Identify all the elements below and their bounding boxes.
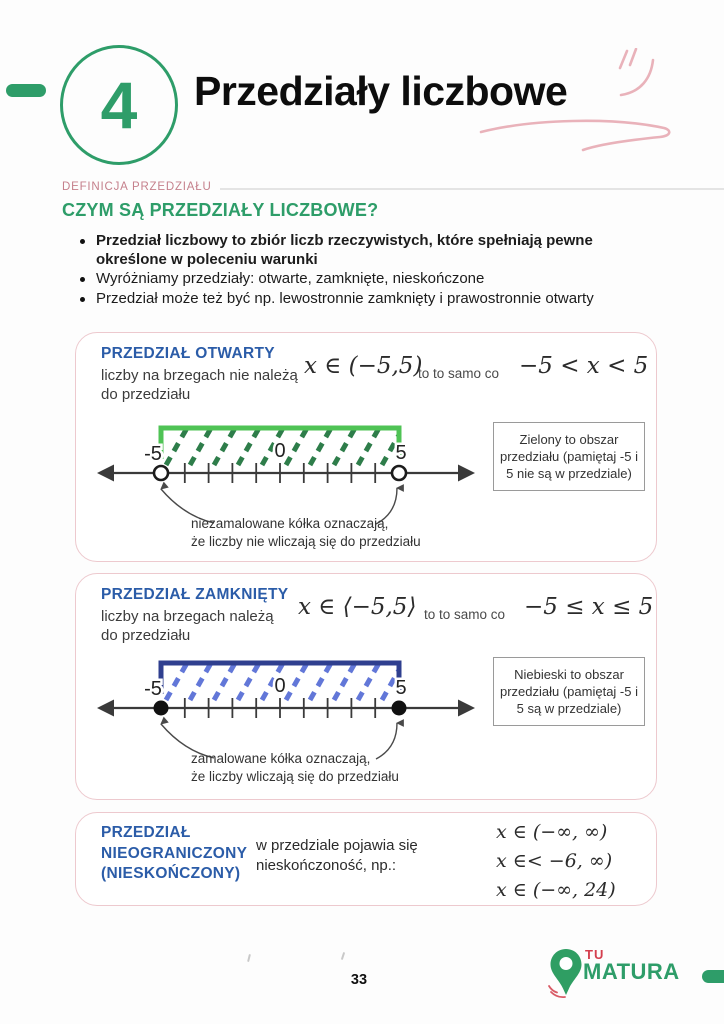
card-title-line3: (NIESKOŃCZONY) xyxy=(101,865,241,882)
card-description: w przedziale pojawia się nieskończoność, np.: xyxy=(256,837,418,874)
page-number: 33 xyxy=(350,972,368,988)
bullet-text: Wyróżniamy przedziały: otwarte, zamknięte, nieskończone xyxy=(96,270,485,287)
axis-label-max: 5 xyxy=(395,677,407,699)
example-formula: x ∈< −6, ∞) xyxy=(496,850,613,872)
right-arrow-icon xyxy=(458,465,475,482)
axis-label-max: 5 xyxy=(395,442,407,464)
logo-tu-text: TU xyxy=(585,947,605,962)
example-formula: x ∈ (−∞, 24) xyxy=(496,879,616,901)
closed-endpoint-left xyxy=(154,701,169,716)
chapter-number: 4 xyxy=(100,68,138,142)
card-title: PRZEDZIAŁ OTWARTY xyxy=(101,345,275,362)
closed-endpoint-right xyxy=(392,701,407,716)
annotation-text xyxy=(191,750,399,785)
left-arrow-icon xyxy=(97,465,114,482)
note-box: Zielony to obszar przedziału (pamiętaj -5 i 5 nie są w przedziale) xyxy=(493,422,645,491)
list-item xyxy=(80,232,665,269)
card-description: liczby na brzegach nie należą do przedziału xyxy=(101,367,298,403)
card-title: PRZEDZIAŁ ZAMKNIĘTY xyxy=(101,586,289,603)
bullet-dot xyxy=(80,277,85,282)
card-description: liczby na brzegach należą do przedziału xyxy=(101,608,274,644)
card-title xyxy=(101,823,247,885)
logo-dash-decoration xyxy=(702,970,724,983)
axis-label-min: -5 xyxy=(144,678,162,700)
stray-mark xyxy=(247,954,251,962)
open-endpoint-right xyxy=(392,466,406,480)
connector-text: to to samo co xyxy=(418,366,500,381)
bullet-dot xyxy=(80,297,85,302)
annotation-line1: zamalowane kółka oznaczają, xyxy=(191,751,371,766)
pink-doodle-icon xyxy=(615,48,659,106)
card-open-interval xyxy=(75,332,657,562)
card-closed-interval xyxy=(75,573,657,800)
bullet-text: Przedział może też być np. lewostronnie zamknięty i prawostronnie otwarty xyxy=(96,289,594,307)
axis-label-min: -5 xyxy=(144,443,162,465)
page-title: Przedziały liczbowe xyxy=(194,68,568,114)
annotation-text xyxy=(191,515,421,550)
inequality-formula: −5 ≤ x ≤ 5 xyxy=(524,594,654,620)
stray-mark xyxy=(341,952,345,960)
axis-label-zero: 0 xyxy=(274,675,286,697)
location-pin-icon xyxy=(548,948,584,1000)
bullet-text: Przedział liczbowy to zbiór liczb rzeczywistych, które spełniają pewne określone w poleceniu warunki xyxy=(96,232,593,268)
card-unbounded-interval xyxy=(75,812,657,906)
annotation-line2: że liczby wliczają się do przedziału xyxy=(191,768,399,784)
note-box: Niebieski to obszar przedziału (pamiętaj -5 i 5 są w przedziale) xyxy=(493,657,645,726)
annotation-line2: że liczby nie wliczają się do przedziału xyxy=(191,533,421,549)
card-title-line2: NIEOGRANICZONY xyxy=(101,844,248,862)
intro-bullet-list xyxy=(80,232,665,309)
section-divider xyxy=(220,188,724,190)
inequality-formula: −5 < x < 5 xyxy=(519,353,649,379)
interval-formula: x ∈ ⟨−5,5⟩ xyxy=(298,594,417,620)
annotation-line1: niezamalowane kółka oznaczają, xyxy=(191,516,389,531)
logo-matura-text: MATURA xyxy=(583,959,680,984)
tu-matura-logo xyxy=(548,944,724,1002)
list-item xyxy=(80,290,665,309)
example-formulas xyxy=(496,818,616,905)
list-item xyxy=(80,270,665,289)
pink-swoosh-icon xyxy=(478,112,674,156)
intro-heading: CZYM SĄ PRZEDZIAŁY LICZBOWE? xyxy=(62,200,379,220)
connector-text: to to samo co xyxy=(424,607,506,622)
interval-formula: x ∈ (−5,5) xyxy=(304,353,423,379)
chapter-dash-decoration xyxy=(6,84,46,97)
bullet-dot xyxy=(80,239,85,244)
example-formula: x ∈ (−∞, ∞) xyxy=(496,821,608,843)
left-arrow-icon xyxy=(97,700,114,717)
card-title-line1: PRZEDZIAŁ xyxy=(101,824,191,841)
axis-label-zero: 0 xyxy=(274,440,286,462)
open-endpoint-left xyxy=(154,466,168,480)
right-arrow-icon xyxy=(458,700,475,717)
section-label: DEFINICJA PRZEDZIAŁU xyxy=(62,181,212,193)
chapter-circle xyxy=(60,45,178,165)
